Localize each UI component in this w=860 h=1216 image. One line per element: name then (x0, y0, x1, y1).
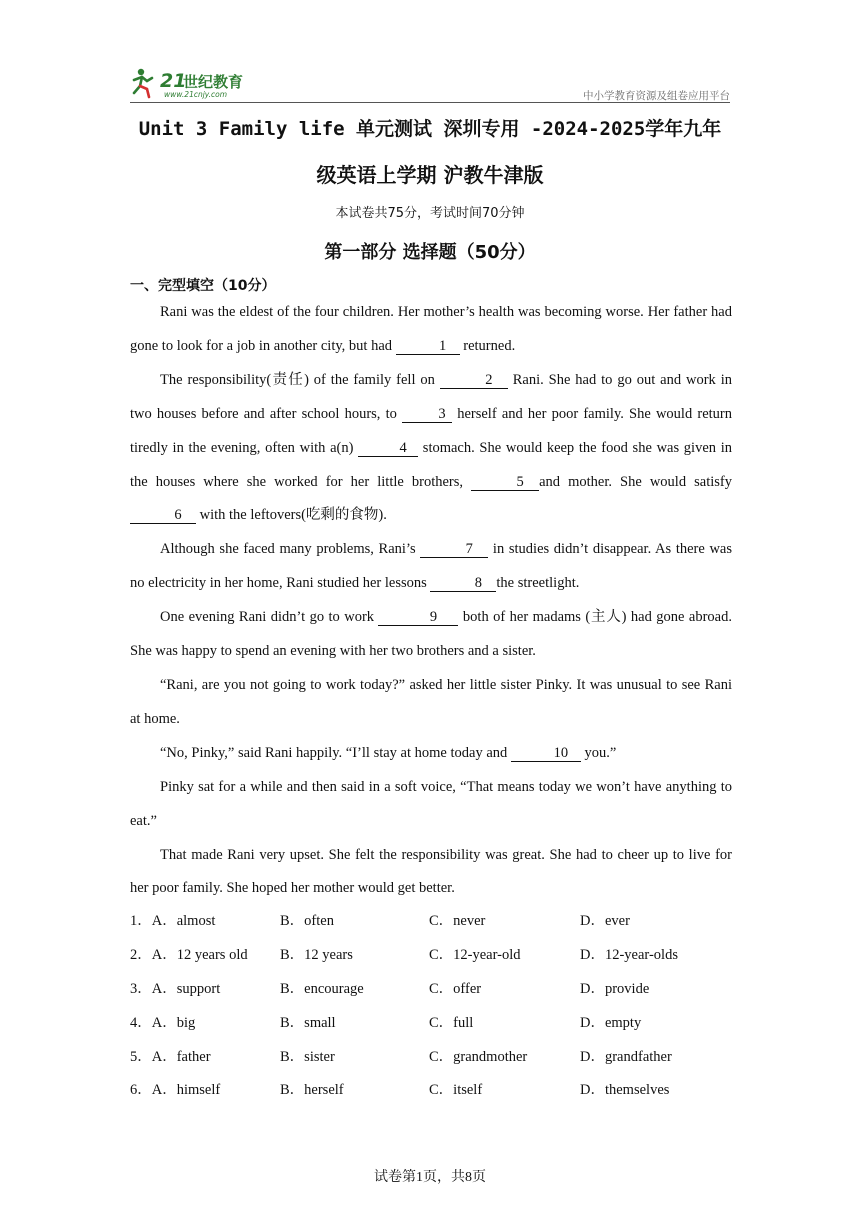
cloze-passage (130, 296, 732, 906)
blank-1: 1 (396, 339, 460, 355)
paragraph-8: That made Rani very upset. She felt the responsibility was great. She had to cheer up to live for her poor family. She hoped her mother would get better. (130, 846, 732, 897)
question-2-options (130, 939, 750, 973)
part-title: 第一部分 选择题（50分） (324, 242, 536, 263)
option-a: 6．A．himself (130, 1082, 221, 1099)
blank-7: 7 (420, 542, 488, 558)
paragraph-6: “No, Pinky,” said Rani happily. “I’ll stay at home today and 10 you.” (160, 744, 617, 761)
option-d: D．provide (580, 980, 650, 997)
option-b: B．encourage (280, 980, 364, 997)
option-c: C．full (429, 1014, 474, 1031)
option-a: 2．A．12 years old (130, 946, 248, 963)
paragraph-7: Pinky sat for a while and then said in a soft voice, “That means today we won’t have anything to eat.” (130, 778, 732, 829)
option-d: D．grandfather (580, 1048, 672, 1065)
blank-4: 4 (358, 441, 418, 457)
option-b: B．often (280, 913, 334, 929)
question-5-options (130, 1041, 750, 1075)
question-6-options (130, 1074, 750, 1108)
option-c: C．12-year-old (429, 946, 521, 963)
blank-9: 9 (378, 610, 458, 626)
page-title-line-2: 级英语上学期 沪教牛津版 (316, 163, 544, 187)
option-c: C．never (429, 913, 486, 929)
blank-2: 2 (440, 373, 508, 389)
option-c: C．offer (429, 980, 482, 997)
question-4-options (130, 1007, 750, 1041)
option-d: D．themselves (580, 1082, 670, 1099)
blank-3: 3 (402, 407, 452, 423)
option-b: B．herself (280, 1082, 344, 1099)
blank-5: 5 (471, 475, 539, 491)
option-d: D．ever (580, 913, 630, 929)
option-c: C．grandmother (429, 1048, 528, 1065)
option-b: B．12 years (280, 946, 353, 963)
platform-name: 中小学教育资源及组卷应用平台 (583, 90, 730, 102)
svg-text:世纪教育: 世纪教育 (183, 73, 244, 91)
exam-info: 本试卷共75分，考试时间70分钟 (335, 206, 525, 221)
question-3-options (130, 973, 750, 1007)
option-b: B．small (280, 1014, 336, 1031)
svg-text:21: 21 (160, 70, 187, 92)
option-d: D．empty (580, 1014, 642, 1031)
option-b: B．sister (280, 1048, 335, 1065)
option-a: 5．A．father (130, 1048, 211, 1065)
option-a: 4．A．big (130, 1014, 196, 1031)
paragraph-2: The responsibility(责任) of the family fell on 2 Rani. She had to go out and work in two houses before and after school hours, to 3 herself and her poor family. She would return tiredly in the evening, often with a(n) 4 stomach. She would keep the food she was given in the houses where she worked for her little brothers, 5 and mother. She would satisfy 6 with the leftovers(吃剩的食物). (130, 371, 732, 524)
page-title-line-1: Unit 3 Family life 单元测试 深圳专用 -2024-2025学年九年 (138, 118, 722, 140)
blank-10: 10 (511, 746, 581, 762)
paragraph-3: Although she faced many problems, Rani’s 7 in studies didn’t disappear. As there was no electricity in her home, Rani studied her lessons 8 the streetlight. (130, 541, 733, 592)
option-d: D．12-year-olds (580, 946, 678, 963)
svg-text:www.21cnjy.com: www.21cnjy.com (164, 90, 228, 99)
option-c: C．itself (429, 1082, 483, 1099)
brand-logo (130, 66, 270, 100)
section-title: 一、完型填空（10分） (130, 278, 276, 294)
blank-8: 8 (430, 576, 496, 592)
blank-6: 6 (130, 508, 196, 524)
answer-options (130, 905, 750, 1108)
page-number: 试卷第1页，共8页 (374, 1170, 486, 1185)
question-1-options (130, 905, 750, 939)
option-a: 1．A．almost (130, 913, 216, 929)
header-divider (130, 102, 730, 103)
paragraph-1: Rani was the eldest of the four children. Her mother’s health was becoming worse. Her father had gone to look for a job in another city, but had 1 returned. (130, 304, 732, 354)
page-header (130, 66, 730, 102)
option-a: 3．A．support (130, 980, 221, 997)
paragraph-4: One evening Rani didn’t go to work 9 both of her madams (主人) had gone abroad. She was happy to spend an evening with her two brothers and a sister. (130, 609, 732, 660)
paragraph-5: “Rani, are you not going to work today?” asked her little sister Pinky. It was unusual to see Rani at home. (130, 676, 732, 727)
